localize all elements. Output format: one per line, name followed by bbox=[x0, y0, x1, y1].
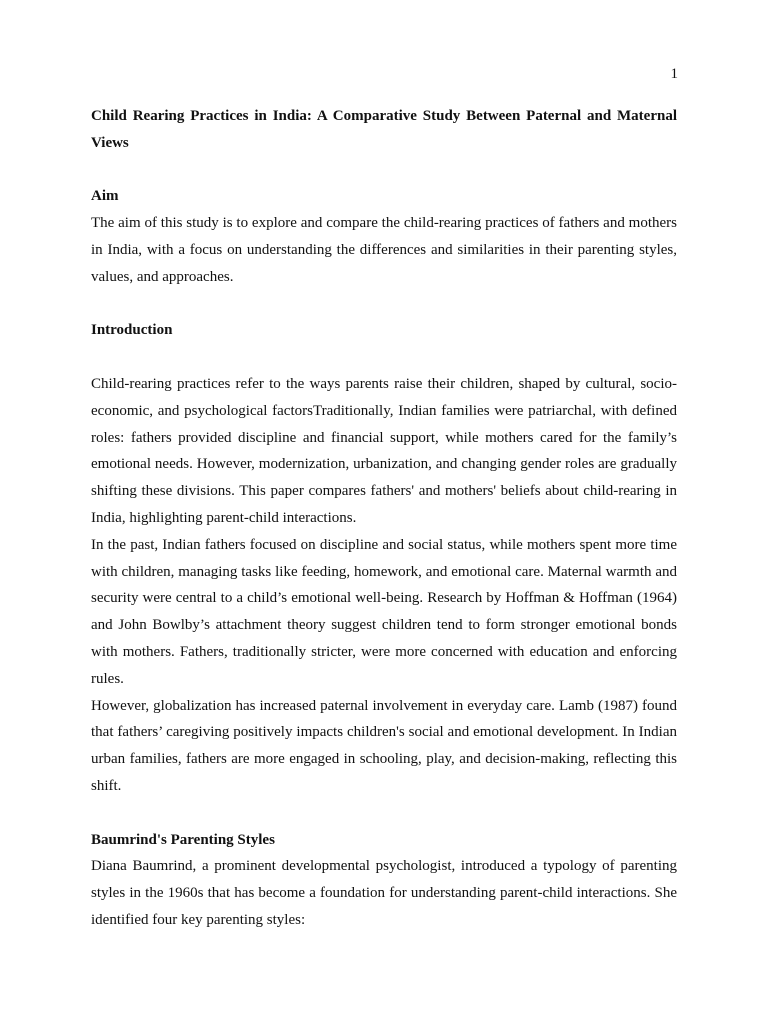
section-heading-introduction: Introduction bbox=[91, 322, 173, 339]
baumrind-paragraph: Diana Baumrind, a prominent developmental psychologist, introduced a typology of parenting styles in the 1960s that has become a foundation for understanding parent-child interactions. She identified four key parenting styles: bbox=[91, 858, 677, 928]
section-heading-aim: Aim bbox=[91, 188, 119, 205]
spacer bbox=[91, 800, 677, 827]
introduction-paragraph-1: Child-rearing practices refer to the ways parents raise their children, shaped by cultural, socio-economic, and psychological factorsTraditionally, Indian families were patriarchal, with defined roles: fathers provided discipline and financial support, while mothers cared for the family’s emotional needs. However, modernization, urbanization, and changing gender roles are gradually shifting these divisions. This paper compares fathers' and mothers' beliefs about child-rearing in India, highlighting parent-child interactions. bbox=[91, 375, 677, 526]
aim-paragraph: The aim of this study is to explore and compare the child-rearing practices of fathers and mothers in India, with a focus on understanding the differences and similarities in their parenting styles, values, and approaches. bbox=[91, 215, 677, 285]
spacer bbox=[91, 157, 677, 184]
page-number: 1 bbox=[670, 66, 678, 82]
spacer bbox=[91, 344, 677, 371]
document-title: Child Rearing Practices in India: A Comparative Study Between Paternal and Maternal Views bbox=[91, 108, 677, 151]
document-body bbox=[91, 103, 677, 934]
section-heading-baumrind: Baumrind's Parenting Styles bbox=[91, 831, 275, 848]
introduction-paragraph-3: However, globalization has increased paternal involvement in everyday care. Lamb (1987) found that fathers’ caregiving positively impacts children's social and emotional development. In Indian urban families, fathers are more engaged in schooling, play, and decision-making, reflecting this shift. bbox=[91, 697, 677, 794]
introduction-paragraph-2: In the past, Indian fathers focused on discipline and social status, while mothers spent more time with children, managing tasks like feeding, homework, and emotional care. Maternal warmth and security were central to a child’s emotional well-being. Research by Hoffman & Hoffman (1964) and John Bowlby’s attachment theory suggest children tend to form stronger emotional bonds with mothers. Fathers, traditionally stricter, were more concerned with education and enforcing rules. bbox=[91, 536, 677, 687]
spacer bbox=[91, 291, 677, 318]
